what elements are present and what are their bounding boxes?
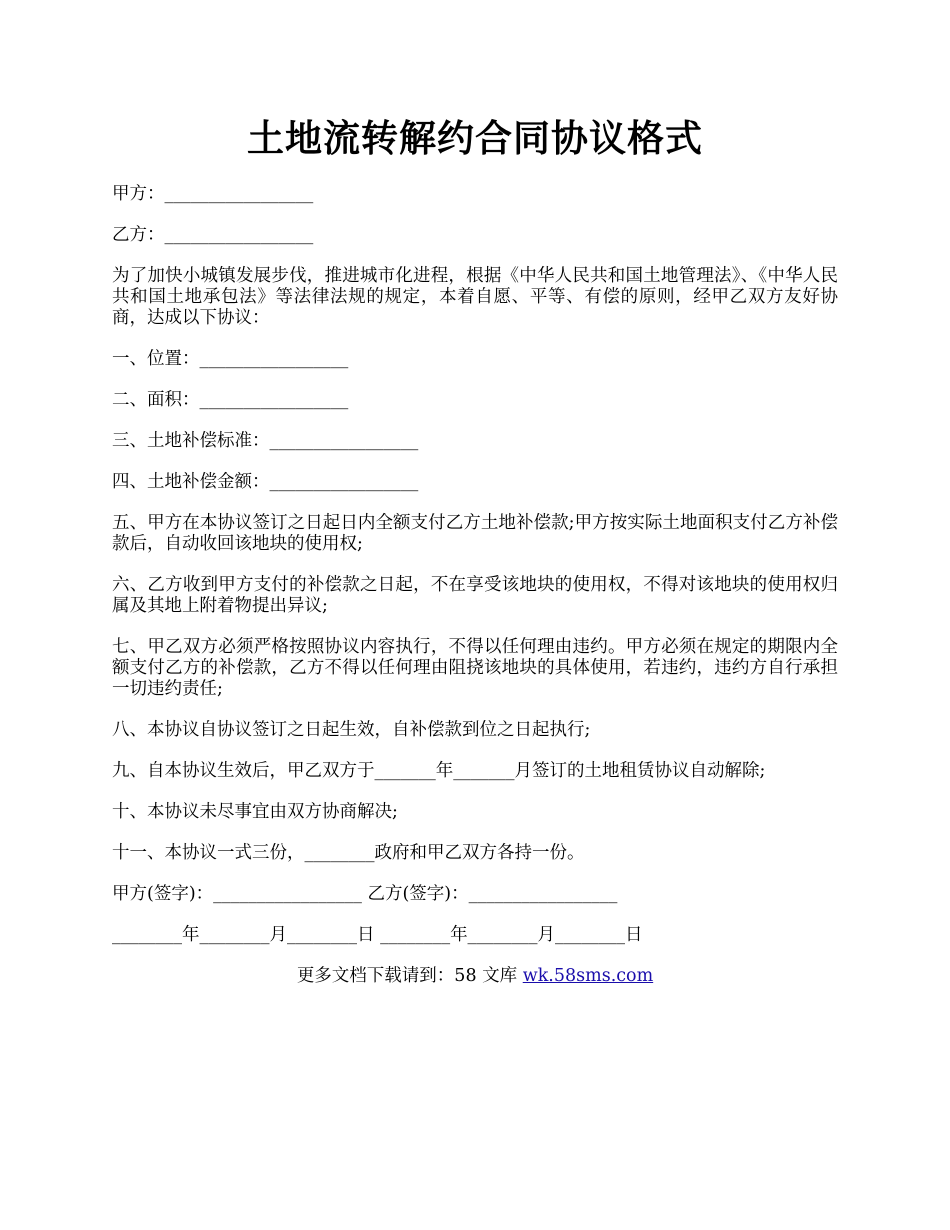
clause-2-area: 二、面积：_________________ — [112, 390, 349, 410]
clause-1-location: 一、位置：_________________ — [112, 349, 349, 369]
clause-10: 十、本协议未尽事宜由双方协商解决; — [112, 802, 398, 822]
signature-line: 甲方(签字)：_________________ 乙方(签字)：_________________ — [112, 884, 618, 904]
clause-11: 十一、本协议一式三份，________政府和甲乙双方各持一份。 — [112, 843, 585, 863]
clause-5: 五、甲方在本协议签订之日起日内全额支付乙方土地补偿款;甲方按实际土地面积支付乙方补偿款后，自动收回该地块的使用权; — [112, 513, 838, 554]
clause-7: 七、甲乙双方必须严格按照协议内容执行，不得以任何理由违约。甲方必须在规定的期限内全额支付乙方的补偿款，乙方不得以任何理由阻挠该地块的具体使用，若违约，违约方自行承担一切违约责任; — [112, 637, 838, 699]
footer-link[interactable]: wk.58sms.com — [522, 966, 654, 986]
intro-paragraph: 为了加快小城镇发展步伐，推进城市化进程，根据《中华人民共和国土地管理法》、《中华人民共和国土地承包法》等法律法规的规定，本着自愿、平等、有偿的原则，经甲乙双方友好协商，达成以下协议： — [112, 266, 838, 328]
footer-text: 更多文档下载请到：58 文库 — [296, 966, 523, 986]
date-line: ________年________月________日 ________年________月________日 — [112, 925, 643, 945]
clause-9: 九、自本协议生效后，甲乙双方于_______年_______月签订的土地租赁协议自动解除; — [112, 761, 766, 781]
party-b-line: 乙方：_________________ — [112, 225, 314, 245]
footer — [112, 966, 838, 987]
clause-4-compensation-amount: 四、土地补偿金额：_________________ — [112, 472, 419, 492]
clause-6: 六、乙方收到甲方支付的补偿款之日起，不在享受该地块的使用权，不得对该地块的使用权归属及其地上附着物提出异议; — [112, 575, 838, 616]
clause-3-compensation-standard: 三、土地补偿标准：_________________ — [112, 431, 419, 451]
document-title: 土地流转解约合同协议格式 — [247, 116, 703, 160]
party-a-line: 甲方：_________________ — [112, 184, 314, 204]
clause-8: 八、本协议自协议签订之日起生效，自补偿款到位之日起执行; — [112, 720, 591, 740]
